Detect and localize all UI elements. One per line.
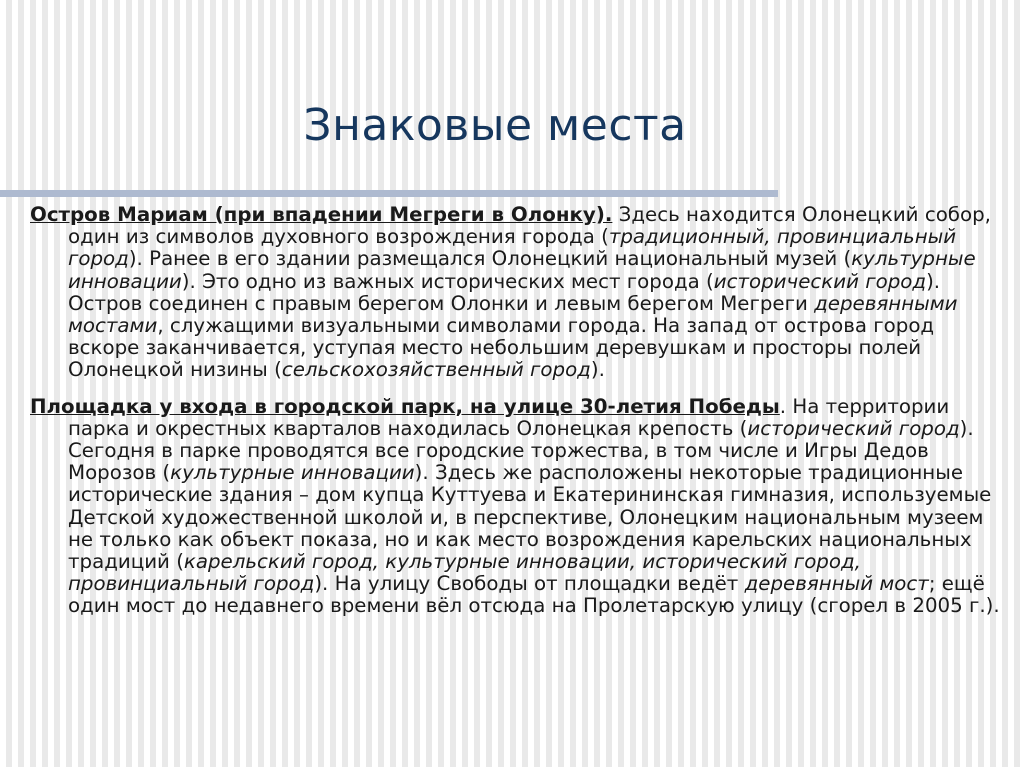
title-underline-bar — [0, 190, 778, 197]
paragraph-italic-text: карельский город, культурные инновации, исторический город, провинциальный город — [68, 550, 861, 596]
paragraph-text: ). Сегодня в парке проводятся все городские торжества, в том числе и Игры Дедов Морозов ( — [68, 416, 974, 485]
paragraph-italic-text: культурные инновации — [68, 247, 976, 293]
paragraph-text: ). Ранее в его здании размещался Олонецкий национальный музей ( — [128, 247, 852, 271]
paragraph-text: , служащими визуальными символами города. На запад от острова город вскоре заканчивается, уступая место небольшим деревушкам и просторы полей Олонецкой низины ( — [68, 314, 935, 382]
paragraph-text: ). Остров соединен с правым берегом Олонки и левым берегом Мегреги — [68, 269, 941, 315]
slide-title: Знаковые места — [303, 100, 687, 151]
paragraph-text: ; ещё один мост до недавнего времени вёл отсюда на Пролетарскую улицу (сгорел в 2005 г.). — [68, 572, 1000, 618]
paragraph-ostrov-mariam — [30, 204, 1005, 382]
paragraph-text: . На территории парка и окрестных кварталов находилась Олонецкая крепость ( — [68, 394, 950, 440]
paragraph-italic-text: исторический город — [747, 416, 960, 440]
paragraph-heading: Площадка у входа в городской парк, на улице 30-летия Победы — [30, 394, 780, 418]
paragraph-text: ). Здесь же расположены некоторые традиционные исторические здания – дом купца Куттуева и Екатерининская гимназия, используемые Детской художественной школой и, в перспективе, Олонецким национальным музеем не только как объект показа, но и как место возрождения карельских национальных традиций ( — [68, 461, 992, 574]
paragraph-park-ploshchadka — [30, 396, 1005, 618]
paragraph-text: Здесь находится Олонецкий собор, один из символов духовного возрождения города ( — [68, 203, 991, 249]
paragraph-italic-text: традиционный, провинциальный город — [68, 225, 957, 271]
paragraph-italic-text: деревянными мостами — [68, 291, 958, 338]
paragraph-italic-text: деревянный мост — [744, 572, 929, 596]
paragraph-heading: Остров Мариам (при впадении Мегреги в Олонку). — [30, 203, 613, 226]
paragraph-italic-text: сельскохозяйственный город — [281, 358, 591, 382]
slide-body — [30, 204, 1005, 632]
paragraph-italic-text: исторический город — [713, 269, 927, 293]
paragraph-italic-text: культурные инновации — [170, 461, 415, 485]
paragraph-text: ). — [590, 358, 605, 382]
paragraph-text: ). На улицу Свободы от площадки ведёт — [314, 572, 745, 596]
paragraph-text: ). Это одно из важных исторических мест города ( — [181, 269, 714, 293]
